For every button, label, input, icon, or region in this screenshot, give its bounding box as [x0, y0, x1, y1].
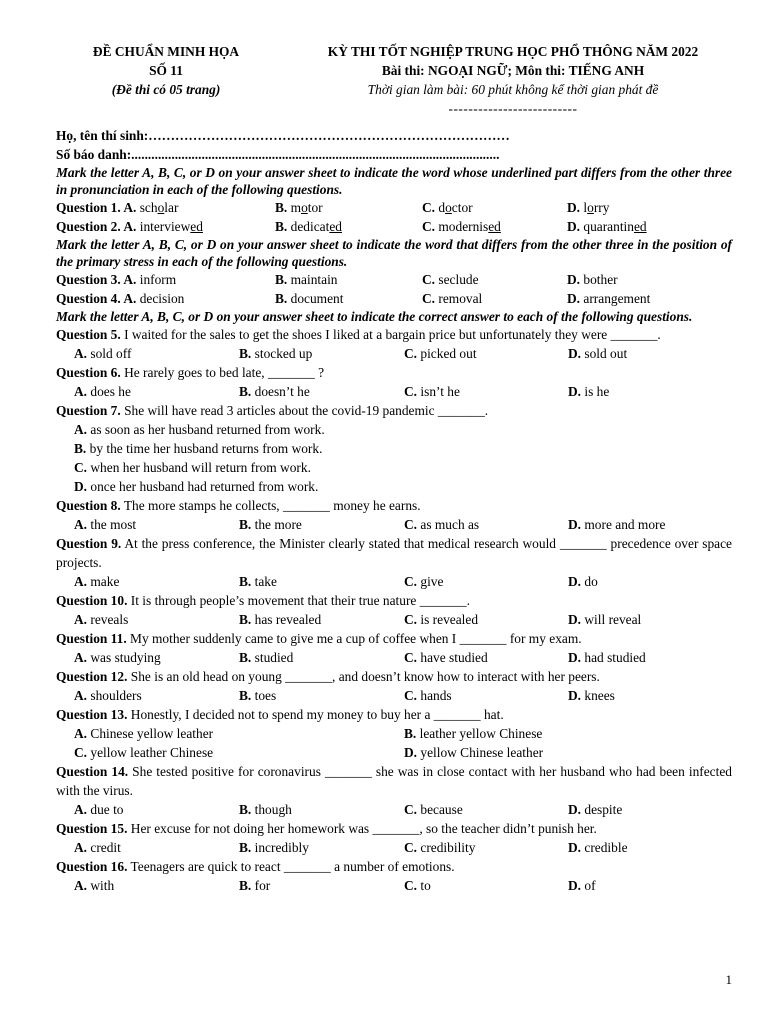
option-letter: C. — [404, 688, 418, 703]
underlined-part: o — [587, 200, 594, 215]
question-11 — [56, 629, 732, 648]
option-b: toes — [254, 688, 277, 703]
options-13-cd — [56, 743, 732, 762]
option-c: because — [420, 802, 463, 817]
page-count-note: (Đề thi có 05 trang) — [111, 82, 221, 97]
option-letter: C. — [422, 291, 436, 306]
question-text: Her excuse for not doing her homework was _______, so the teacher didn’t punish her. — [127, 821, 597, 836]
question-text: At the press conference, the Minister clearly stated that medical research would _______ precedence over space projects. — [56, 536, 732, 570]
option-letter: A. — [74, 688, 88, 703]
option-c: removal — [438, 291, 483, 306]
option-letter: B. — [239, 650, 252, 665]
question-label: Question 11. — [56, 631, 127, 646]
question-1: Question 1. A. scholar B. motor C. doctor D. lorry — [56, 200, 610, 215]
question-16 — [56, 857, 732, 876]
question-14 — [56, 762, 732, 800]
underlined-part: ed — [329, 219, 342, 234]
question-7 — [56, 401, 732, 420]
question-3 — [56, 270, 732, 289]
exam-page — [56, 42, 732, 895]
option-letter: D. — [74, 479, 88, 494]
option-a: make — [90, 574, 120, 589]
question-label: Question 10. — [56, 593, 128, 608]
question-text: I waited for the sales to get the shoes I liked at a bargain price but unfortunately they were _______. — [120, 327, 661, 342]
option-letter: D. — [568, 612, 582, 627]
options-6 — [56, 382, 732, 401]
option-c: picked out — [420, 346, 477, 361]
option-d: had studied — [584, 650, 646, 665]
option-d: will reveal — [584, 612, 642, 627]
question-8 — [56, 496, 732, 515]
option-d: despite — [584, 802, 623, 817]
option-letter: B. — [275, 200, 288, 215]
underlined-part: ed — [488, 219, 501, 234]
underlined-part: o — [157, 200, 165, 215]
option-d: do — [584, 574, 598, 589]
option-letter: C. — [74, 460, 88, 475]
option-letter: D. — [567, 291, 581, 306]
options-14 — [56, 800, 732, 819]
question-text: She tested positive for coronavirus _______ she was in close contact with her husband who had been infected with the virus. — [56, 764, 732, 798]
option-letter: D. — [568, 802, 582, 817]
option-c: hands — [420, 688, 452, 703]
question-label: Question 12. — [56, 669, 128, 684]
option-c: when her husband will return from work. — [90, 460, 311, 475]
question-text: She will have read 3 articles about the covid-19 pandemic _______. — [120, 403, 489, 418]
question-text: It is through people’s movement that their true nature _______. — [127, 593, 470, 608]
option-letter: B. — [239, 802, 252, 817]
section-instruction-stress: Mark the letter A, B, C, or D on your answer sheet to indicate the word that differs from the other three in the position of the primary stress in each of the following questions. — [56, 237, 732, 269]
section-instruction-pronunciation: Mark the letter A, B, C, or D on your answer sheet to indicate the word whose underlined part differs from the other three in pronunciation in each of the following questions. — [56, 165, 732, 197]
option-letter: C. — [74, 745, 88, 760]
option-c: yellow leather Chinese — [90, 745, 214, 760]
option-letter: B. — [275, 272, 288, 287]
option-letter: A. — [74, 574, 88, 589]
option-letter: B. — [239, 574, 252, 589]
option-letter: A. — [74, 346, 88, 361]
option-a: shoulders — [90, 688, 142, 703]
option-letter: C. — [404, 612, 418, 627]
option-a: due to — [90, 802, 124, 817]
exam-header — [56, 42, 732, 126]
candidate-id-line: Số báo danh:.............................................................................................................. — [56, 147, 500, 162]
question-15 — [56, 819, 732, 838]
option-a: does he — [90, 384, 131, 399]
question-4 — [56, 289, 732, 308]
option-letter: A. — [74, 612, 88, 627]
option-a: sold off — [90, 346, 132, 361]
option-letter: B. — [275, 219, 288, 234]
question-label: Question 9. — [56, 536, 122, 551]
option-d: once her husband had returned from work. — [90, 479, 319, 494]
header-left — [56, 42, 276, 99]
option-letter: C. — [422, 219, 436, 234]
question-label: Question 15. — [56, 821, 128, 836]
option-letter: D. — [568, 517, 582, 532]
section-instruction-correct-answer: Mark the letter A, B, C, or D on your answer sheet to indicate the correct answer to each of the following questions. — [56, 309, 693, 324]
question-6 — [56, 363, 732, 382]
option-c: give — [420, 574, 444, 589]
option-letter: C. — [404, 878, 418, 893]
option-7a — [56, 420, 732, 439]
question-label: Question 1. A. — [56, 200, 137, 215]
option-b: take — [254, 574, 277, 589]
option-letter: D. — [404, 745, 418, 760]
option-b: studied — [254, 650, 294, 665]
question-text: She is an old head on young _______, and doesn’t know how to interact with her peers. — [127, 669, 600, 684]
option-letter: C. — [404, 574, 418, 589]
option-letter: B. — [239, 688, 252, 703]
option-letter: B. — [239, 346, 252, 361]
option-letter: C. — [422, 272, 436, 287]
question-12 — [56, 667, 732, 686]
option-d: credible — [584, 840, 628, 855]
exam-title: KỲ THI TỐT NGHIỆP TRUNG HỌC PHỔ THÔNG NĂM 2022 — [327, 44, 699, 59]
options-16 — [56, 876, 732, 895]
option-c: is revealed — [420, 612, 479, 627]
option-a: Chinese yellow leather — [90, 726, 214, 741]
question-5 — [56, 325, 732, 344]
header-right — [276, 42, 750, 118]
question-label: Question 14. — [56, 764, 129, 779]
option-letter: B. — [239, 878, 252, 893]
option-letter: C. — [404, 346, 418, 361]
option-b: stocked up — [254, 346, 313, 361]
exam-code-title: ĐỀ CHUẨN MINH HỌA — [92, 44, 240, 59]
option-a: decision — [139, 291, 185, 306]
option-b: document — [290, 291, 344, 306]
exam-subject-text: Bài thi: NGOẠI NGỮ; Môn thi: TIẾNG ANH — [381, 63, 645, 78]
option-c: have studied — [420, 650, 488, 665]
option-letter: D. — [567, 200, 581, 215]
options-5 — [56, 344, 732, 363]
option-letter: A. — [74, 878, 88, 893]
question-13 — [56, 705, 732, 724]
option-b: maintain — [290, 272, 338, 287]
option-letter: D. — [568, 650, 582, 665]
option-letter: B. — [239, 384, 252, 399]
question-label: Question 8. — [56, 498, 121, 513]
option-7d — [56, 477, 732, 496]
option-b: the more — [254, 517, 302, 532]
question-9 — [56, 534, 732, 572]
option-letter: B. — [239, 517, 252, 532]
options-11 — [56, 648, 732, 667]
option-letter: B. — [74, 441, 87, 456]
question-text: My mother suddenly came to give me a cup of coffee when I _______ for my exam. — [126, 631, 582, 646]
option-d: sold out — [584, 346, 628, 361]
option-letter: B. — [275, 291, 288, 306]
question-text: Honestly, I decided not to spend my money to buy her a _______ hat. — [127, 707, 504, 722]
option-letter: D. — [567, 272, 581, 287]
option-letter: A. — [74, 802, 88, 817]
option-letter: A. — [74, 384, 88, 399]
options-13-ab — [56, 724, 732, 743]
time-allowed: Thời gian làm bài: 60 phút không kể thời gian phát đề — [367, 82, 659, 97]
option-letter: A. — [74, 840, 88, 855]
option-d: arrangement — [583, 291, 651, 306]
option-c: to — [420, 878, 431, 893]
underlined-part: ed — [633, 219, 647, 234]
question-2: Question 2. A. interviewed B. dedicated C. modernised D. quarantined — [56, 219, 647, 234]
option-letter: D. — [568, 878, 582, 893]
underlined-part: o — [445, 200, 452, 215]
question-label: Question 3. A. — [56, 272, 137, 287]
option-letter: A. — [74, 650, 88, 665]
question-text: Teenagers are quick to react _______ a number of emotions. — [127, 859, 455, 874]
option-d: is he — [584, 384, 610, 399]
option-b: leather yellow Chinese — [419, 726, 543, 741]
option-c: isn’t he — [420, 384, 460, 399]
option-letter: D. — [568, 574, 582, 589]
question-label: Question 16. — [56, 859, 128, 874]
option-b: by the time her husband returns from work. — [89, 441, 323, 456]
option-letter: D. — [568, 840, 582, 855]
options-12 — [56, 686, 732, 705]
option-7c — [56, 458, 732, 477]
option-letter: C. — [404, 517, 418, 532]
option-b: incredibly — [254, 840, 309, 855]
question-label: Question 2. A. — [56, 219, 137, 234]
option-letter: D. — [568, 384, 582, 399]
option-b: has revealed — [254, 612, 322, 627]
question-label: Question 5. — [56, 327, 121, 342]
options-8 — [56, 515, 732, 534]
option-c: as much as — [420, 517, 480, 532]
option-letter: A. — [74, 517, 88, 532]
option-d: knees — [584, 688, 615, 703]
candidate-name-line: Họ, tên thí sinh:……………………………………………………………………… — [56, 128, 510, 143]
question-label: Question 7. — [56, 403, 121, 418]
option-d: bother — [583, 272, 618, 287]
option-d: yellow Chinese leather — [420, 745, 544, 760]
underlined-part: ed — [190, 219, 203, 234]
option-letter: B. — [239, 612, 252, 627]
exam-subject — [276, 61, 750, 80]
question-label: Question 13. — [56, 707, 128, 722]
option-letter: D. — [567, 219, 581, 234]
question-text: He rarely goes to bed late, _______ ? — [120, 365, 325, 380]
options-10 — [56, 610, 732, 629]
exam-number: SỐ 11 — [149, 63, 183, 78]
option-letter: D. — [568, 346, 582, 361]
options-9 — [56, 572, 732, 591]
question-label: Question 4. A. — [56, 291, 137, 306]
options-15 — [56, 838, 732, 857]
option-letter: C. — [404, 650, 418, 665]
option-b: for — [254, 878, 271, 893]
option-b: doesn’t he — [254, 384, 310, 399]
header-divider: -------------------------- — [448, 101, 578, 116]
option-a: reveals — [90, 612, 129, 627]
option-a: with — [90, 878, 115, 893]
option-d: of — [584, 878, 596, 893]
question-label: Question 6. — [56, 365, 121, 380]
option-letter: B. — [239, 840, 252, 855]
underlined-part: o — [301, 200, 308, 215]
page-number: 1 — [725, 972, 732, 987]
question-10 — [56, 591, 732, 610]
option-a: the most — [90, 517, 137, 532]
option-letter: C. — [404, 802, 418, 817]
option-letter: A. — [74, 726, 88, 741]
option-letter: D. — [568, 688, 582, 703]
option-letter: B. — [404, 726, 417, 741]
option-a: inform — [139, 272, 177, 287]
option-7b — [56, 439, 732, 458]
option-b: though — [254, 802, 292, 817]
option-d: more and more — [584, 517, 666, 532]
option-letter: C. — [404, 384, 418, 399]
option-letter: C. — [422, 200, 436, 215]
option-a: was studying — [90, 650, 161, 665]
option-letter: A. — [74, 422, 88, 437]
option-a: credit — [90, 840, 121, 855]
option-c: seclude — [438, 272, 479, 287]
option-a: as soon as her husband returned from work. — [90, 422, 325, 437]
option-c: credibility — [420, 840, 476, 855]
option-letter: C. — [404, 840, 418, 855]
question-text: The more stamps he collects, _______ money he earns. — [120, 498, 421, 513]
